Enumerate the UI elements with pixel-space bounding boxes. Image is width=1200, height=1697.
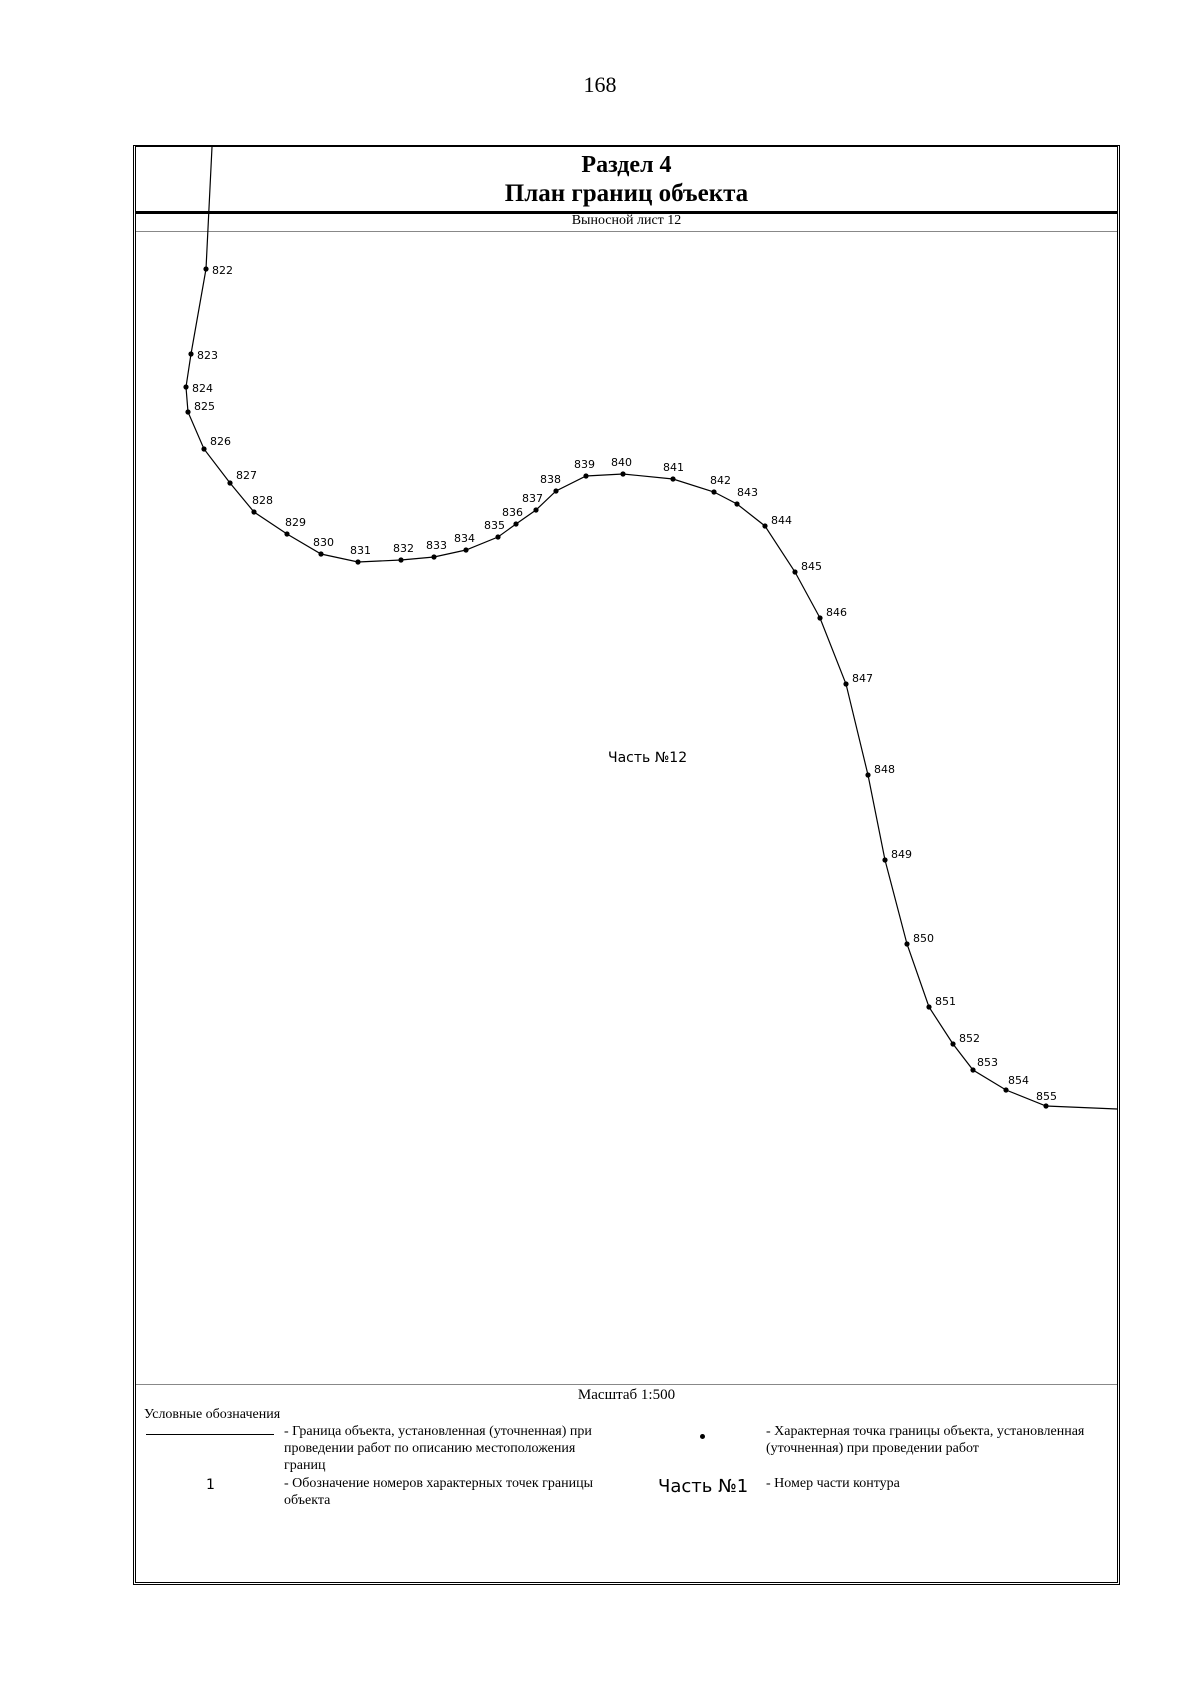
boundary-point-826 [201, 446, 206, 451]
boundary-point-841 [670, 476, 675, 481]
boundary-point-label-852: 852 [959, 1032, 980, 1045]
boundary-point-label-842: 842 [710, 474, 731, 487]
section-title: Раздел 4 [581, 152, 672, 178]
boundary-point-label-822: 822 [212, 264, 233, 277]
boundary-point-label-831: 831 [350, 544, 371, 557]
boundary-point-855 [1043, 1103, 1048, 1108]
boundary-point-label-825: 825 [194, 400, 215, 413]
boundary-point-825 [185, 409, 190, 414]
boundary-point-850 [904, 941, 909, 946]
boundary-point-854 [1003, 1087, 1008, 1092]
boundary-point-830 [318, 551, 323, 556]
boundary-point-839 [583, 473, 588, 478]
boundary-point-label-824: 824 [192, 382, 213, 395]
legend-part-text: - Номер части контура [766, 1476, 900, 1491]
plan-frame [133, 145, 1120, 1585]
boundary-point-label-828: 828 [252, 494, 273, 507]
boundary-point-833 [431, 554, 436, 559]
boundary-point-label-855: 855 [1036, 1090, 1057, 1103]
boundary-point-label-845: 845 [801, 560, 822, 573]
boundary-point-label-853: 853 [977, 1056, 998, 1069]
boundary-point-827 [227, 480, 232, 485]
boundary-point-822 [203, 266, 208, 271]
boundary-point-824 [183, 384, 188, 389]
boundary-point-846 [817, 615, 822, 620]
boundary-point-848 [865, 772, 870, 777]
legend-part-sample: Часть №1 [658, 1476, 749, 1497]
legend-point-number-text: - Обозначение номеров характерных точек границы объекта [284, 1476, 593, 1508]
legend-point-text: - Характерная точка границы объекта, установленная (уточненная) при проведении работ [766, 1424, 1085, 1456]
boundary-point-label-838: 838 [540, 473, 561, 486]
boundary-point-label-843: 843 [737, 486, 758, 499]
boundary-point-843 [734, 501, 739, 506]
boundary-point-label-846: 846 [826, 606, 847, 619]
legend-title: Условные обозначения [144, 1407, 281, 1422]
page-number: 168 [583, 72, 617, 97]
legend-boundary-text: - Граница объекта, установленная (уточненная) при проведении работ по описанию местоположения границ [284, 1424, 592, 1473]
boundary-point-834 [463, 547, 468, 552]
boundary-map [136, 147, 1117, 1384]
boundary-point-label-849: 849 [891, 848, 912, 861]
boundary-point-829 [284, 531, 289, 536]
boundary-point-label-830: 830 [313, 536, 334, 549]
boundary-point-847 [843, 681, 848, 686]
boundary-point-label-836: 836 [502, 506, 523, 519]
boundary-point-837 [533, 507, 538, 512]
legend-boundary-line [146, 1434, 274, 1435]
boundary-point-label-834: 834 [454, 532, 475, 545]
boundary-point-828 [251, 509, 256, 514]
boundary-point-835 [495, 534, 500, 539]
boundary-points [183, 264, 1057, 1109]
part-label: Часть №12 [608, 750, 688, 766]
boundary-point-836 [513, 521, 518, 526]
boundary-point-label-826: 826 [210, 435, 231, 448]
boundary-point-label-848: 848 [874, 763, 895, 776]
boundary-point-label-840: 840 [611, 456, 632, 469]
scale-label: Масштаб 1:500 [136, 1384, 1117, 1404]
boundary-point-label-835: 835 [484, 519, 505, 532]
boundary-point-838 [553, 488, 558, 493]
boundary-point-label-851: 851 [935, 995, 956, 1008]
boundary-point-849 [882, 857, 887, 862]
boundary-point-label-850: 850 [913, 932, 934, 945]
boundary-point-832 [398, 557, 403, 562]
boundary-point-label-823: 823 [197, 349, 218, 362]
sheet-label: Выносной лист 12 [136, 211, 1117, 232]
boundary-point-845 [792, 569, 797, 574]
boundary-point-label-832: 832 [393, 542, 414, 555]
legend-point-number-sample: 1 [206, 1477, 215, 1493]
boundary-point-label-839: 839 [574, 458, 595, 471]
boundary-point-label-837: 837 [522, 492, 543, 505]
boundary-point-label-829: 829 [285, 516, 306, 529]
boundary-point-label-841: 841 [663, 461, 684, 474]
boundary-point-844 [762, 523, 767, 528]
boundary-point-852 [950, 1041, 955, 1046]
boundary-point-label-827: 827 [236, 469, 257, 482]
boundary-point-label-854: 854 [1008, 1074, 1029, 1087]
boundary-point-831 [355, 559, 360, 564]
boundary-point-label-847: 847 [852, 672, 873, 685]
boundary-point-label-833: 833 [426, 539, 447, 552]
boundary-point-840 [620, 471, 625, 476]
boundary-line [186, 147, 1117, 1109]
boundary-point-853 [970, 1067, 975, 1072]
boundary-point-842 [711, 489, 716, 494]
legend-point-dot [700, 1434, 705, 1439]
boundary-point-851 [926, 1004, 931, 1009]
boundary-point-823 [188, 351, 193, 356]
plan-title: План границ объекта [504, 180, 749, 207]
boundary-point-label-844: 844 [771, 514, 792, 527]
